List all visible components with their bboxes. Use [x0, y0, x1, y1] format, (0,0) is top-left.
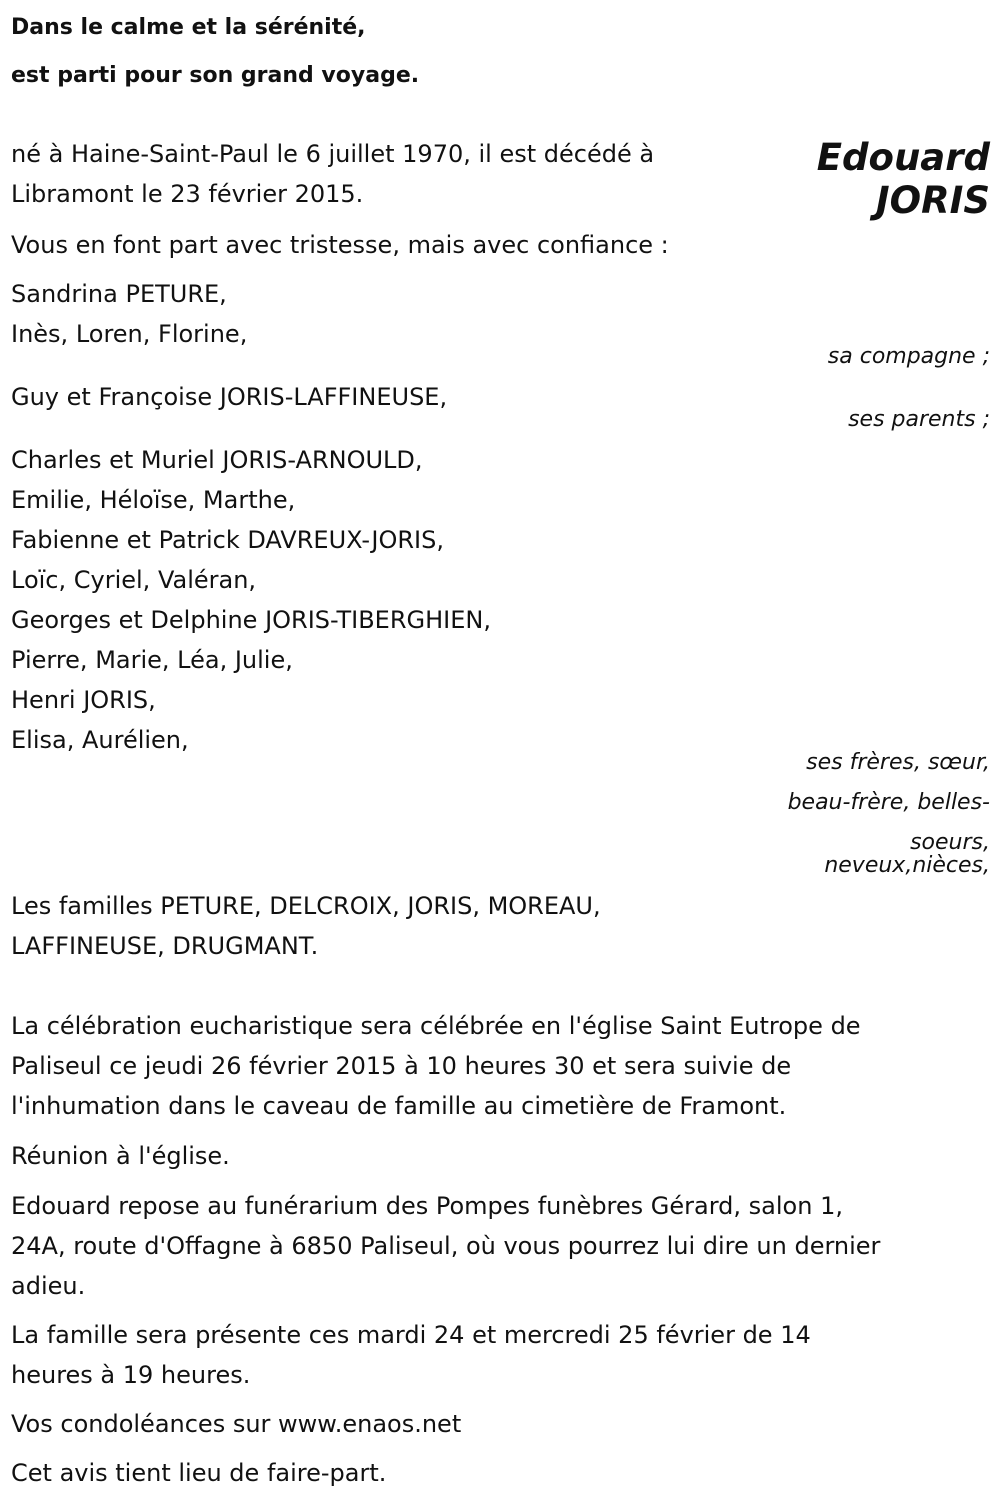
visiting-line: La famille sera présente ces mardi 24 et mercredi 25 février de 14: [11, 1321, 811, 1349]
companion-line: Sandrina PETURE,: [11, 280, 227, 308]
sibling-line: Loïc, Cyriel, Valéran,: [11, 566, 257, 594]
intro-text: Vous en font part avec tristesse, mais avec confiance :: [11, 231, 669, 259]
parents-line: Guy et Françoise JORIS-LAFFINEUSE,: [11, 383, 448, 411]
sibling-line: Emilie, Héloïse, Marthe,: [11, 486, 296, 514]
ceremony-line: l'inhumation dans le caveau de famille au cimetière de Framont.: [11, 1092, 787, 1120]
siblings-relation-line: soeurs,: [910, 830, 990, 855]
ceremony-line: Paliseul ce jeudi 26 février 2015 à 10 heures 30 et sera suivie de: [11, 1052, 792, 1080]
deceased-last-name: JORIS: [875, 179, 990, 222]
funeral-home-line: Edouard repose au funérarium des Pompes funèbres Gérard, salon 1,: [11, 1192, 843, 1220]
sibling-line: Elisa, Aurélien,: [11, 726, 189, 754]
siblings-relation-line: ses frères, sœur,: [806, 750, 990, 775]
header-line-2: est parti pour son grand voyage.: [11, 63, 420, 88]
birth-death-line-1: né à Haine-Saint-Paul le 6 juillet 1970, il est décédé à: [11, 140, 655, 168]
visiting-line: heures à 19 heures.: [11, 1361, 251, 1389]
sibling-line: Pierre, Marie, Léa, Julie,: [11, 646, 293, 674]
ceremony-line: La célébration eucharistique sera célébrée en l'église Saint Eutrope de: [11, 1012, 861, 1040]
funeral-home-line: adieu.: [11, 1272, 86, 1300]
closing-text: Cet avis tient lieu de faire-part.: [11, 1459, 387, 1487]
condolences-text: Vos condoléances sur www.enaos.net: [11, 1410, 462, 1438]
families-line: Les familles PETURE, DELCROIX, JORIS, MOREAU,: [11, 892, 601, 920]
companion-relation: sa compagne ;: [827, 344, 990, 369]
siblings-relation-line: beau-frère, belles-: [787, 790, 990, 815]
sibling-line: Georges et Delphine JORIS-TIBERGHIEN,: [11, 606, 491, 634]
sibling-line: Henri JORIS,: [11, 686, 156, 714]
siblings-relation-line: neveux,nièces,: [824, 853, 990, 878]
funeral-home-line: 24A, route d'Offagne à 6850 Paliseul, où vous pourrez lui dire un dernier: [11, 1232, 881, 1260]
birth-death-line-2: Libramont le 23 février 2015.: [11, 180, 364, 208]
header-line-1: Dans le calme et la sérénité,: [11, 15, 366, 40]
deceased-first-name: Edouard: [816, 136, 990, 179]
meeting-text: Réunion à l'église.: [11, 1142, 230, 1170]
sibling-line: Fabienne et Patrick DAVREUX-JORIS,: [11, 526, 444, 554]
deceased-name: [817, 136, 990, 222]
families-line: LAFFINEUSE, DRUGMANT.: [11, 932, 319, 960]
companion-line: Inès, Loren, Florine,: [11, 320, 248, 348]
sibling-line: Charles et Muriel JORIS-ARNOULD,: [11, 446, 423, 474]
parents-relation: ses parents ;: [848, 407, 990, 432]
